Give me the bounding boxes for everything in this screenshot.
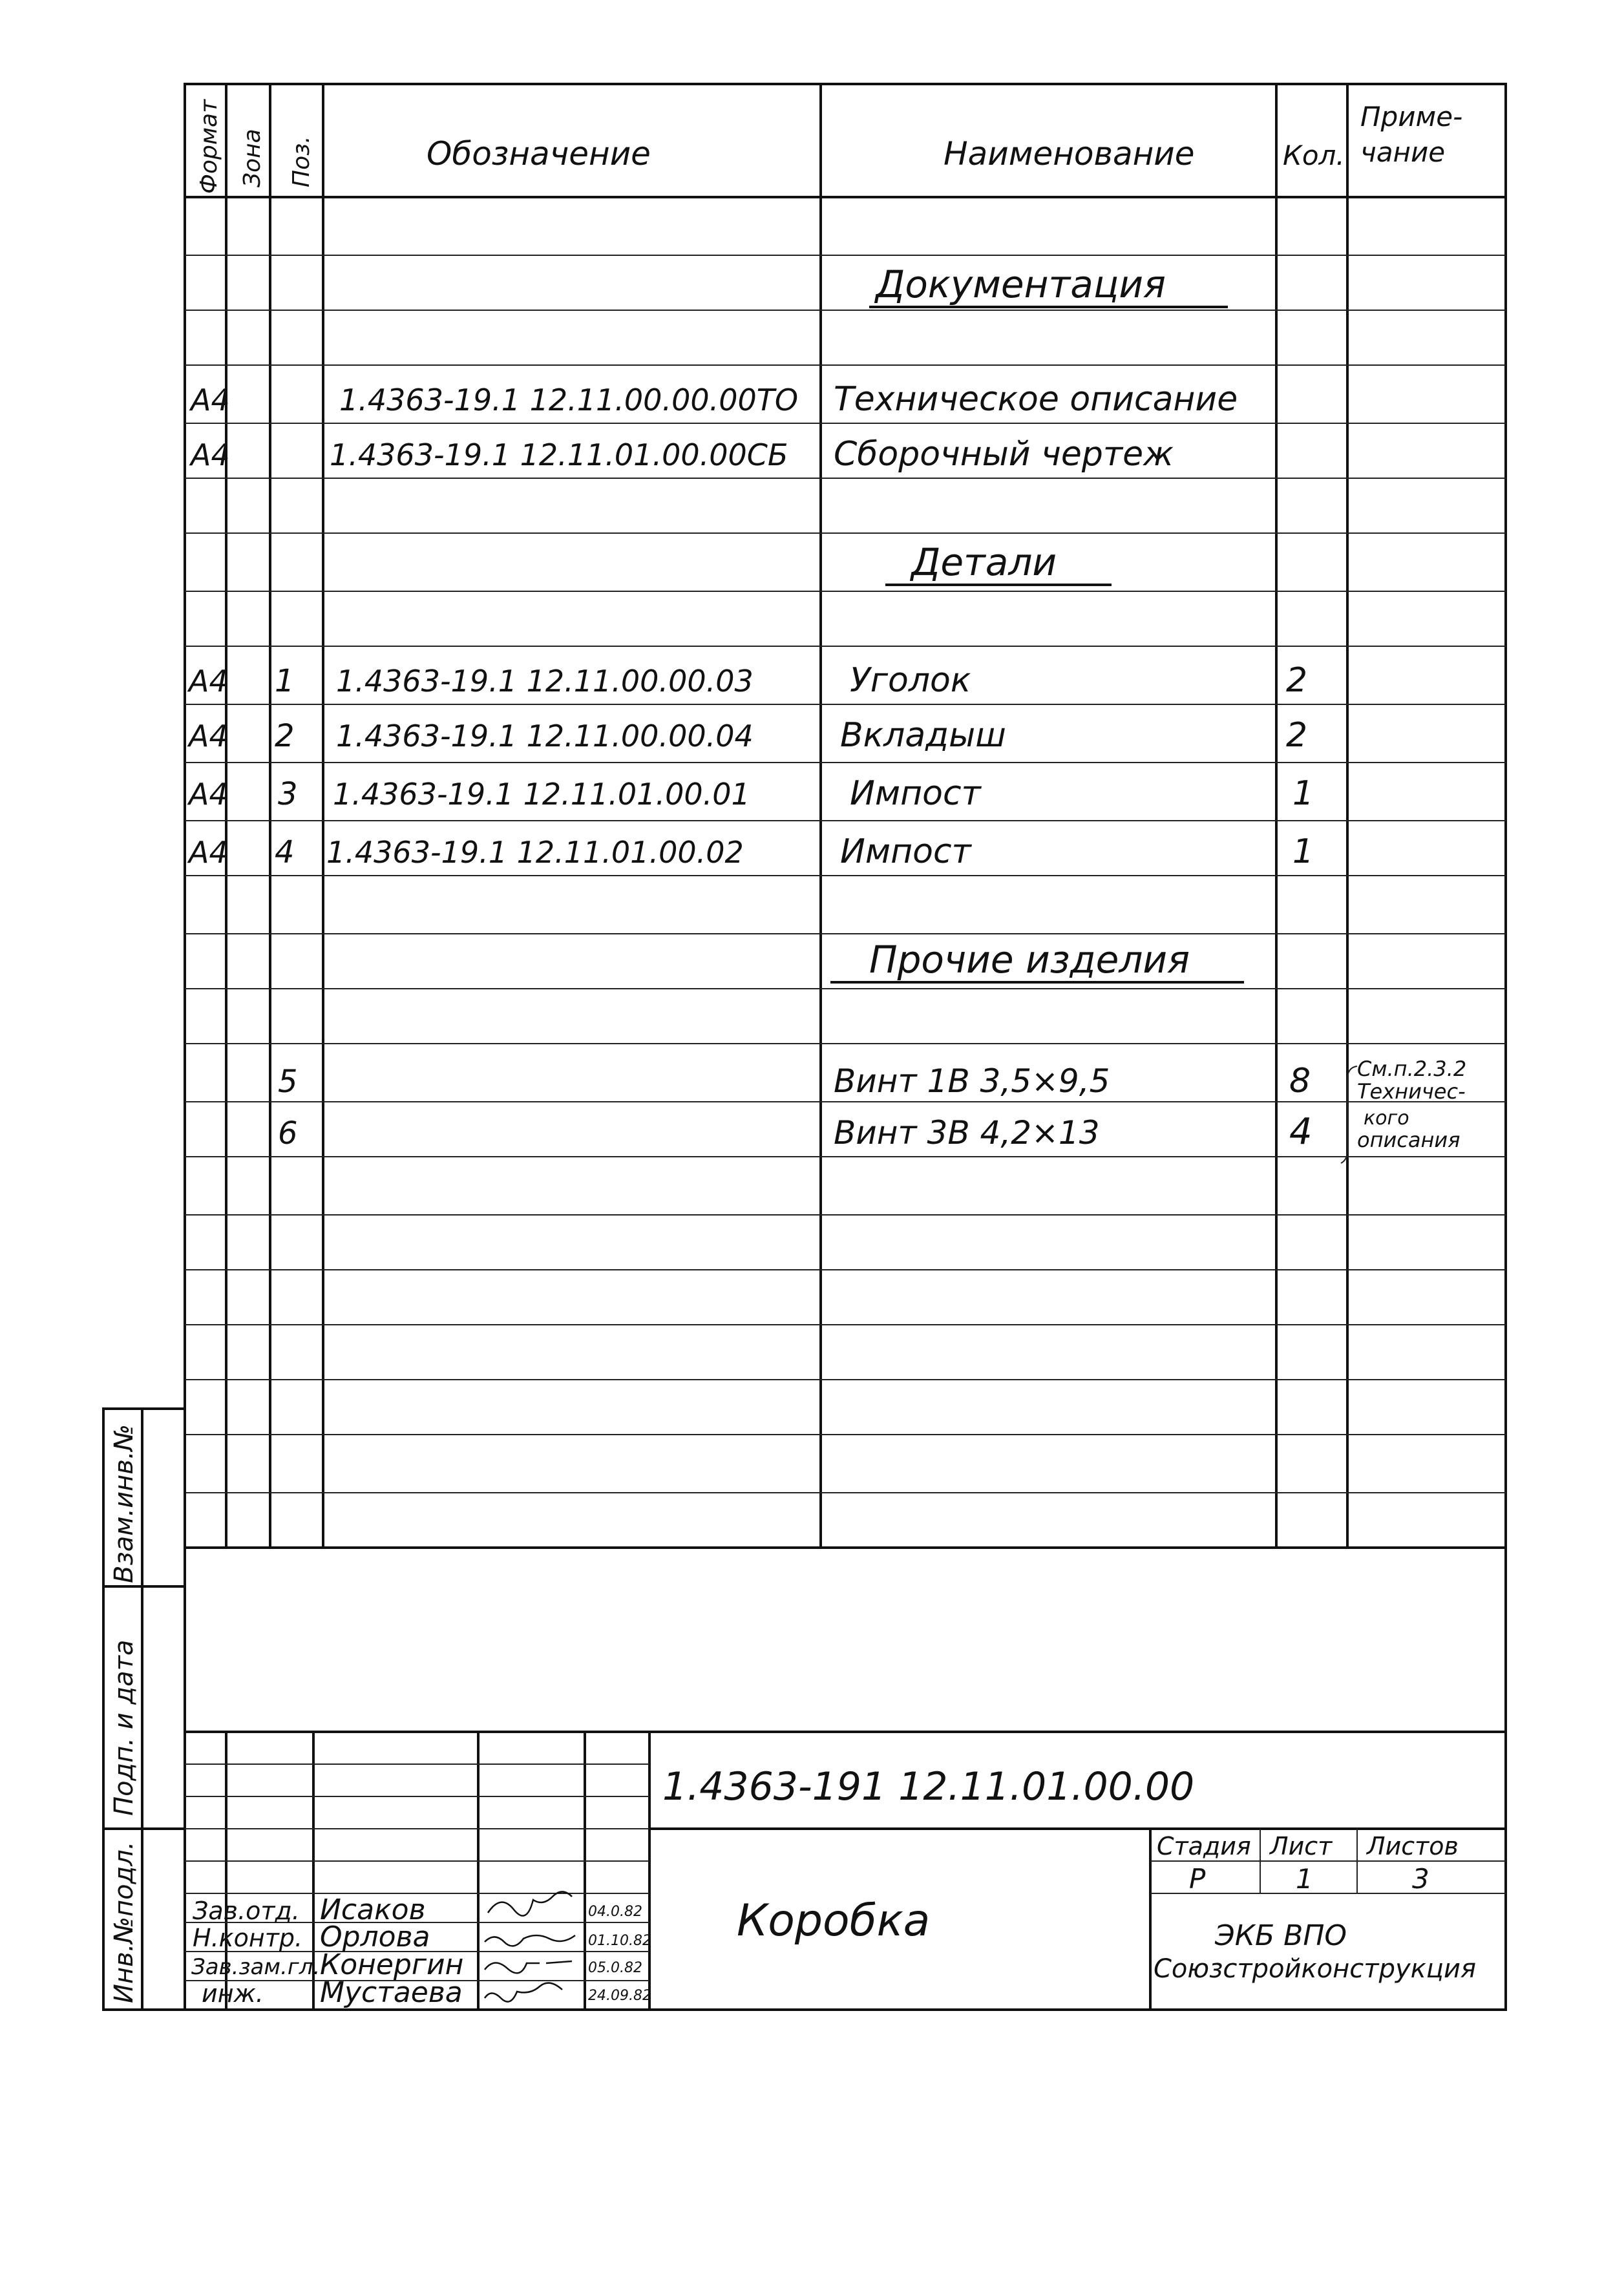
detail-format: А4 — [189, 719, 228, 753]
sheet-label: Лист — [1270, 1832, 1333, 1860]
other-item-row — [278, 1062, 1311, 1100]
document-designation: 1.4363-19.1 12.11.00.00.00ТО — [339, 383, 799, 417]
note-line2: Техничес- — [1357, 1079, 1466, 1104]
documents-list — [189, 380, 1238, 474]
note-brace — [1341, 1066, 1357, 1163]
other-item-name: Винт 3В 4,2×13 — [834, 1114, 1100, 1152]
side-label-inv-orig: Инв.№подл. — [109, 1841, 139, 2003]
document-row — [189, 435, 1174, 474]
detail-designation: 1.4363-19.1 12.11.01.00.01 — [333, 777, 750, 812]
signer-role: Зав.отд. — [193, 1897, 300, 1925]
title-block — [191, 1764, 1476, 2009]
detail-format: А4 — [189, 835, 228, 870]
sheets-label: Листов — [1367, 1832, 1459, 1860]
header-designation: Обозначение — [427, 135, 651, 173]
document-format: А4 — [191, 383, 230, 417]
section-other-items — [830, 938, 1244, 982]
header-name: Наименование — [944, 135, 1195, 173]
table-header — [196, 99, 1462, 194]
detail-row — [187, 832, 1314, 871]
signer-role: инж. — [202, 1979, 264, 2008]
note-line4: описания — [1357, 1128, 1461, 1152]
detail-pos: 4 — [275, 834, 295, 870]
other-items-list — [278, 1062, 1313, 1153]
side-label-replace-inv: Взам.инв.№ — [109, 1424, 139, 1583]
document-name: Техническое описание — [834, 380, 1238, 419]
other-item-qty: 4 — [1289, 1111, 1313, 1153]
detail-qty: 1 — [1292, 774, 1314, 813]
section-details-title: Детали — [911, 540, 1057, 584]
detail-designation: 1.4363-19.1 12.11.01.00.02 — [326, 835, 744, 870]
detail-qty: 2 — [1286, 716, 1308, 755]
signer-date: 05.0.82 — [588, 1960, 642, 1976]
detail-name: Импост — [840, 832, 971, 871]
org-line2: Союзстройконструкция — [1154, 1954, 1477, 1984]
spec-table-grid — [185, 84, 1506, 2010]
detail-designation: 1.4363-19.1 12.11.00.00.03 — [336, 664, 754, 699]
signer-role: Н.контр. — [193, 1924, 303, 1952]
detail-pos: 3 — [278, 776, 298, 812]
section-documentation-title: Документация — [876, 262, 1166, 306]
signer-date: 01.10.82 — [588, 1933, 651, 1949]
header-zone: Зона — [239, 129, 266, 187]
section-documentation — [869, 262, 1228, 307]
side-strip — [103, 1409, 185, 2010]
sheets-value: 3 — [1412, 1863, 1429, 1895]
signature — [488, 1892, 572, 1916]
header-note-line2: чание — [1360, 136, 1446, 168]
signer-name: Конергин — [320, 1948, 464, 1981]
document-name: Сборочный чертеж — [834, 435, 1174, 474]
doc-title: Коробка — [737, 1895, 931, 1946]
detail-row — [187, 716, 1307, 755]
document-row — [189, 380, 1238, 419]
signature — [485, 1935, 575, 1946]
header-format: Формат — [196, 99, 222, 194]
sheet-value: 1 — [1296, 1863, 1313, 1895]
signer-role: Зав.зам.гл. — [191, 1954, 321, 1980]
doc-code: 1.4363-191 12.11.01.00.00 — [662, 1764, 1195, 1809]
signer-name: Мустаева — [320, 1976, 463, 2009]
detail-pos: 1 — [275, 663, 295, 699]
side-label-sign-date: Подп. и дата — [109, 1639, 139, 1816]
signer-name: Исаков — [320, 1893, 426, 1926]
detail-name: Вкладыш — [840, 716, 1006, 755]
detail-designation: 1.4363-19.1 12.11.00.00.04 — [336, 719, 754, 753]
header-qty: Кол. — [1283, 140, 1345, 171]
section-details — [885, 540, 1112, 585]
detail-name: Уголок — [850, 661, 971, 700]
detail-qty: 2 — [1286, 661, 1308, 700]
signature — [485, 1983, 562, 2002]
other-item-pos: 5 — [278, 1064, 298, 1100]
header-pos: Поз. — [288, 136, 315, 187]
details-list — [187, 661, 1314, 871]
detail-format: А4 — [189, 777, 228, 812]
other-item-qty: 8 — [1289, 1062, 1311, 1100]
other-item-name: Винт 1В 3,5×9,5 — [834, 1062, 1110, 1100]
detail-qty: 1 — [1292, 832, 1314, 871]
note-line1: См.п.2.3.2 — [1357, 1057, 1467, 1081]
section-other-items-title: Прочие изделия — [869, 938, 1190, 982]
signer-date: 24.09.82 — [588, 1988, 651, 2004]
org-line1: ЭКБ ВПО — [1215, 1919, 1347, 1952]
other-item-row — [278, 1111, 1313, 1153]
stage-value: Р — [1189, 1863, 1206, 1895]
signer-date: 04.0.82 — [588, 1904, 642, 1920]
document-format: А4 — [191, 437, 230, 472]
note-block — [1341, 1057, 1466, 1163]
note-line3: кого — [1364, 1107, 1409, 1130]
signer-name: Орлова — [320, 1921, 430, 1953]
detail-pos: 2 — [275, 718, 295, 754]
detail-row — [187, 774, 1314, 813]
detail-row — [187, 661, 1307, 700]
document-designation: 1.4363-19.1 12.11.01.00.00СБ — [330, 437, 788, 472]
detail-format: А4 — [189, 664, 228, 699]
stage-label: Стадия — [1157, 1832, 1251, 1860]
header-note-line1: Приме- — [1360, 101, 1463, 132]
detail-name: Импост — [850, 774, 981, 813]
signature — [485, 1961, 572, 1973]
other-item-pos: 6 — [278, 1115, 298, 1152]
